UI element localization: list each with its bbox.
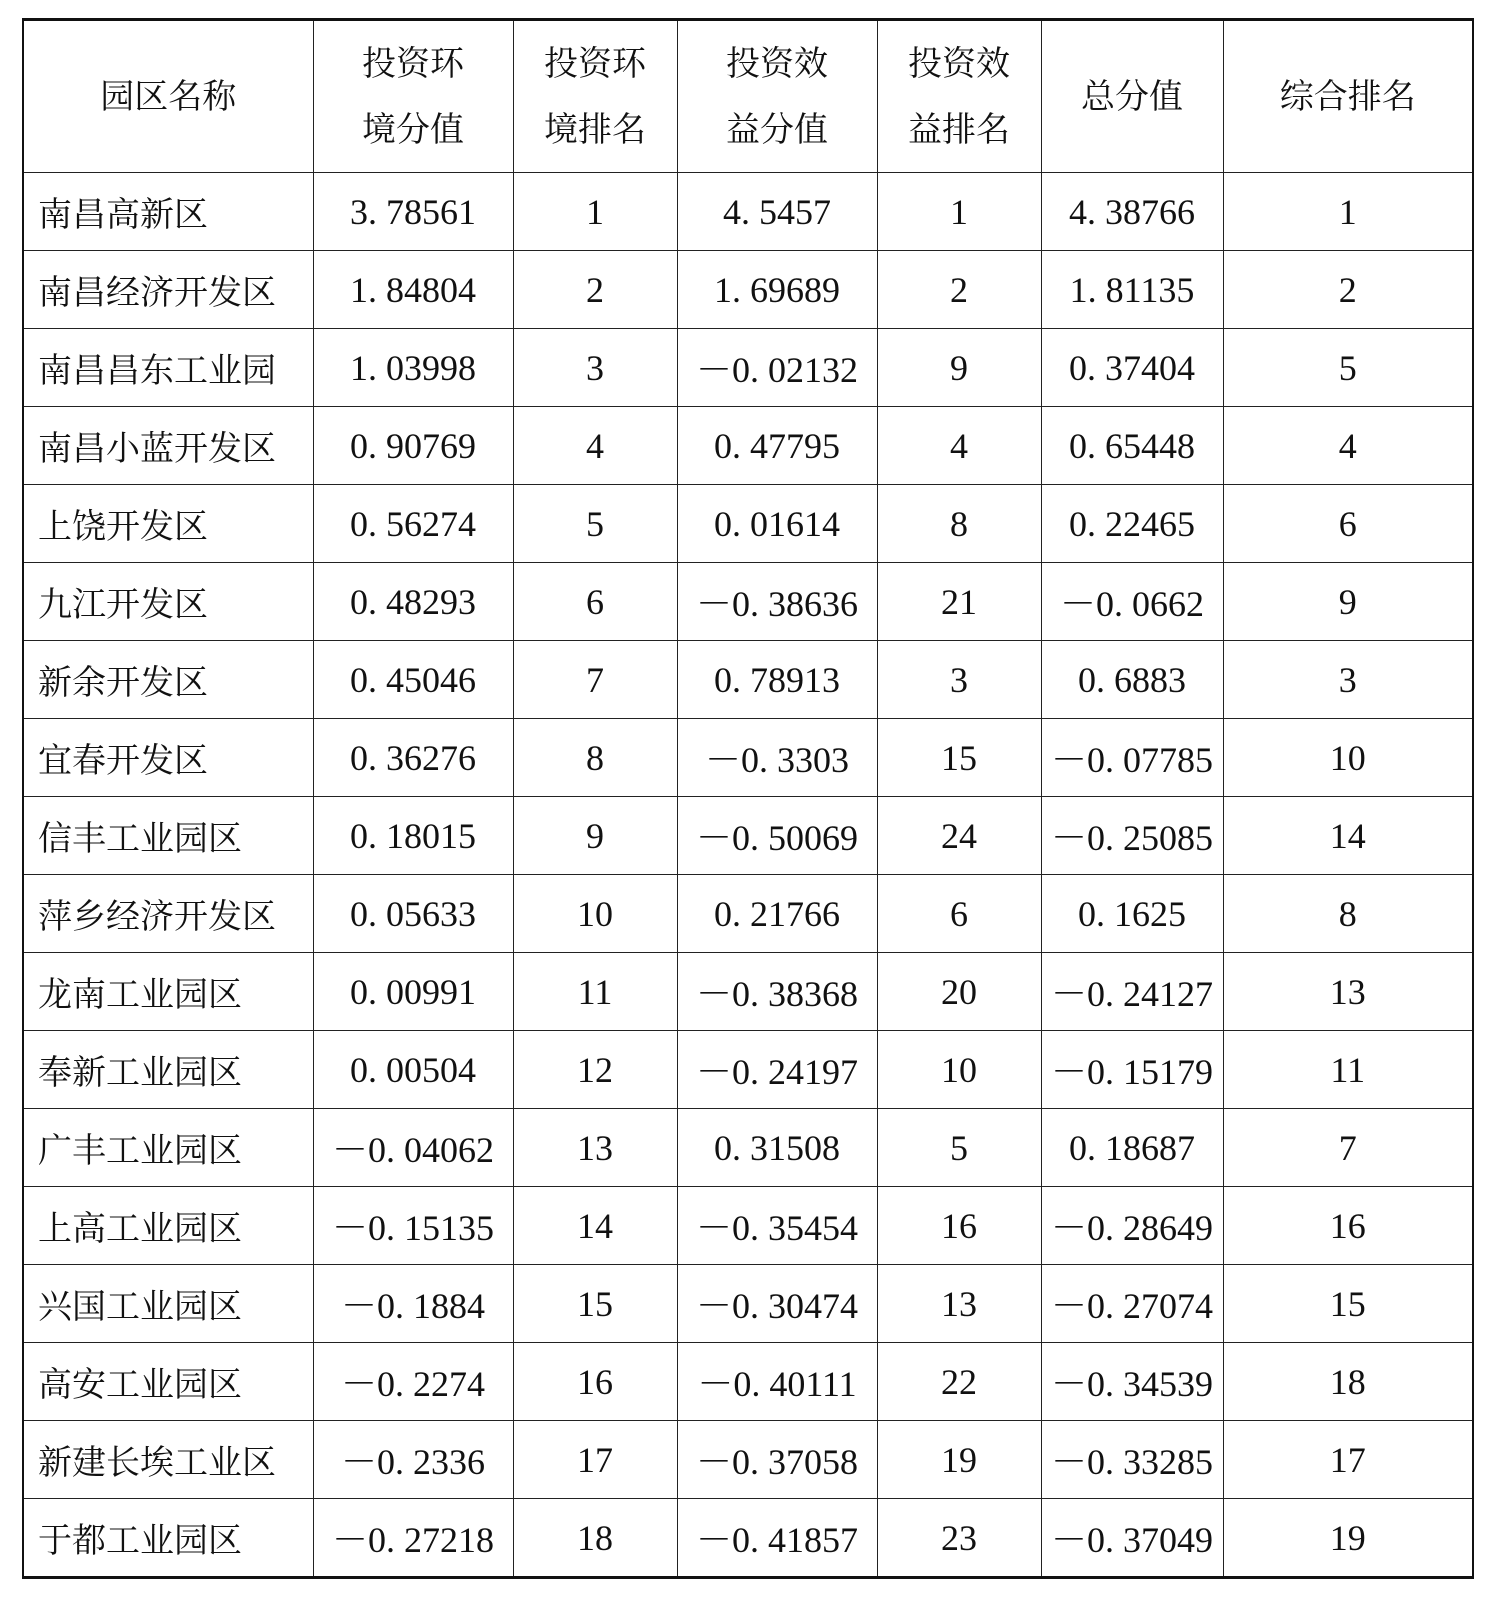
cell-benefit-score: －0. 38636 <box>677 563 877 641</box>
cell-overall-rank: 1 <box>1223 173 1473 251</box>
cell-park-name: 新建长埃工业区 <box>23 1421 313 1499</box>
cell-total-score: 0. 37404 <box>1041 329 1223 407</box>
header-text-line: 投资环 <box>544 43 646 84</box>
cell-benefit-rank: 3 <box>877 641 1041 719</box>
cell-benefit-rank: 16 <box>877 1187 1041 1265</box>
header-env-score <box>313 20 513 173</box>
cell-benefit-rank: 15 <box>877 719 1041 797</box>
table-row <box>23 329 1473 407</box>
cell-total-score: 1. 81135 <box>1041 251 1223 329</box>
ranking-table <box>22 18 1474 1579</box>
header-text-line: 益排名 <box>908 109 1010 150</box>
cell-env-score: 0. 18015 <box>313 797 513 875</box>
table-row <box>23 953 1473 1031</box>
cell-total-score: －0. 28649 <box>1041 1187 1223 1265</box>
cell-park-name: 上饶开发区 <box>23 485 313 563</box>
cell-total-score: 0. 65448 <box>1041 407 1223 485</box>
cell-benefit-score: －0. 24197 <box>677 1031 877 1109</box>
cell-env-score: 0. 00991 <box>313 953 513 1031</box>
cell-env-rank: 7 <box>513 641 677 719</box>
cell-total-score: －0. 24127 <box>1041 953 1223 1031</box>
cell-env-score: －0. 04062 <box>313 1109 513 1187</box>
table-row <box>23 485 1473 563</box>
cell-overall-rank: 7 <box>1223 1109 1473 1187</box>
header-text-line: 投资效 <box>726 43 828 84</box>
table-row <box>23 1499 1473 1578</box>
table-row <box>23 797 1473 875</box>
cell-env-score: 0. 45046 <box>313 641 513 719</box>
cell-total-score: －0. 33285 <box>1041 1421 1223 1499</box>
cell-overall-rank: 16 <box>1223 1187 1473 1265</box>
cell-env-rank: 13 <box>513 1109 677 1187</box>
cell-benefit-rank: 6 <box>877 875 1041 953</box>
table-row <box>23 1265 1473 1343</box>
cell-total-score: 0. 22465 <box>1041 485 1223 563</box>
cell-total-score: －0. 34539 <box>1041 1343 1223 1421</box>
cell-benefit-score: 0. 47795 <box>677 407 877 485</box>
cell-park-name: 南昌小蓝开发区 <box>23 407 313 485</box>
cell-overall-rank: 10 <box>1223 719 1473 797</box>
table-body <box>23 173 1473 1578</box>
cell-env-rank: 5 <box>513 485 677 563</box>
cell-env-rank: 12 <box>513 1031 677 1109</box>
cell-benefit-rank: 8 <box>877 485 1041 563</box>
cell-env-score: 0. 48293 <box>313 563 513 641</box>
cell-overall-rank: 9 <box>1223 563 1473 641</box>
header-benefit-score <box>677 20 877 173</box>
cell-benefit-rank: 5 <box>877 1109 1041 1187</box>
cell-env-rank: 3 <box>513 329 677 407</box>
cell-env-score: －0. 2274 <box>313 1343 513 1421</box>
cell-benefit-score: 1. 69689 <box>677 251 877 329</box>
cell-total-score: －0. 15179 <box>1041 1031 1223 1109</box>
header-text-line: 境排名 <box>544 109 646 150</box>
cell-park-name: 广丰工业园区 <box>23 1109 313 1187</box>
cell-park-name: 宜春开发区 <box>23 719 313 797</box>
header-text-line: 总分值 <box>1081 76 1183 117</box>
cell-total-score: －0. 07785 <box>1041 719 1223 797</box>
cell-env-rank: 9 <box>513 797 677 875</box>
header-total-score <box>1041 20 1223 173</box>
cell-benefit-score: －0. 02132 <box>677 329 877 407</box>
cell-env-score: 0. 36276 <box>313 719 513 797</box>
cell-benefit-rank: 9 <box>877 329 1041 407</box>
cell-overall-rank: 11 <box>1223 1031 1473 1109</box>
cell-total-score: －0. 25085 <box>1041 797 1223 875</box>
cell-overall-rank: 6 <box>1223 485 1473 563</box>
cell-overall-rank: 2 <box>1223 251 1473 329</box>
cell-overall-rank: 5 <box>1223 329 1473 407</box>
cell-benefit-score: 0. 01614 <box>677 485 877 563</box>
cell-env-score: 0. 90769 <box>313 407 513 485</box>
cell-overall-rank: 14 <box>1223 797 1473 875</box>
cell-benefit-score: －0. 37058 <box>677 1421 877 1499</box>
cell-env-rank: 8 <box>513 719 677 797</box>
header-overall-rank <box>1223 20 1473 173</box>
cell-overall-rank: 19 <box>1223 1499 1473 1578</box>
header-env-rank <box>513 20 677 173</box>
cell-benefit-score: －0. 50069 <box>677 797 877 875</box>
cell-total-score: －0. 0662 <box>1041 563 1223 641</box>
cell-total-score: 0. 18687 <box>1041 1109 1223 1187</box>
cell-total-score: －0. 27074 <box>1041 1265 1223 1343</box>
cell-benefit-rank: 4 <box>877 407 1041 485</box>
cell-env-score: －0. 15135 <box>313 1187 513 1265</box>
cell-benefit-score: －0. 38368 <box>677 953 877 1031</box>
table-row <box>23 875 1473 953</box>
cell-env-score: 0. 56274 <box>313 485 513 563</box>
cell-benefit-rank: 20 <box>877 953 1041 1031</box>
header-text-line: 投资环 <box>362 43 464 84</box>
cell-env-score: 0. 05633 <box>313 875 513 953</box>
cell-overall-rank: 15 <box>1223 1265 1473 1343</box>
cell-env-score: －0. 27218 <box>313 1499 513 1578</box>
cell-total-score: 4. 38766 <box>1041 173 1223 251</box>
cell-park-name: 九江开发区 <box>23 563 313 641</box>
cell-env-score: 0. 00504 <box>313 1031 513 1109</box>
cell-park-name: 高安工业园区 <box>23 1343 313 1421</box>
cell-env-score: 1. 03998 <box>313 329 513 407</box>
cell-park-name: 奉新工业园区 <box>23 1031 313 1109</box>
table-row <box>23 641 1473 719</box>
cell-env-score: 1. 84804 <box>313 251 513 329</box>
cell-park-name: 南昌高新区 <box>23 173 313 251</box>
cell-env-score: －0. 1884 <box>313 1265 513 1343</box>
table-row <box>23 407 1473 485</box>
cell-park-name: 南昌昌东工业园 <box>23 329 313 407</box>
header-text-line: 园区名称 <box>100 76 237 117</box>
cell-env-score: 3. 78561 <box>313 173 513 251</box>
cell-park-name: 于都工业园区 <box>23 1499 313 1578</box>
header-benefit-rank <box>877 20 1041 173</box>
cell-overall-rank: 13 <box>1223 953 1473 1031</box>
cell-overall-rank: 3 <box>1223 641 1473 719</box>
cell-benefit-score: －0. 3303 <box>677 719 877 797</box>
cell-benefit-score: 0. 31508 <box>677 1109 877 1187</box>
cell-benefit-score: －0. 35454 <box>677 1187 877 1265</box>
cell-benefit-rank: 1 <box>877 173 1041 251</box>
header-text-line: 综合排名 <box>1279 76 1416 117</box>
cell-env-rank: 10 <box>513 875 677 953</box>
cell-benefit-rank: 2 <box>877 251 1041 329</box>
cell-env-rank: 1 <box>513 173 677 251</box>
cell-park-name: 信丰工业园区 <box>23 797 313 875</box>
cell-env-rank: 16 <box>513 1343 677 1421</box>
cell-env-score: －0. 2336 <box>313 1421 513 1499</box>
cell-benefit-score: －0. 41857 <box>677 1499 877 1578</box>
table-row <box>23 1031 1473 1109</box>
cell-env-rank: 4 <box>513 407 677 485</box>
cell-total-score: 0. 6883 <box>1041 641 1223 719</box>
cell-park-name: 龙南工业园区 <box>23 953 313 1031</box>
cell-benefit-rank: 13 <box>877 1265 1041 1343</box>
table-row <box>23 1421 1473 1499</box>
table-row <box>23 1343 1473 1421</box>
cell-env-rank: 18 <box>513 1499 677 1578</box>
cell-park-name: 兴国工业园区 <box>23 1265 313 1343</box>
cell-park-name: 新余开发区 <box>23 641 313 719</box>
cell-benefit-rank: 24 <box>877 797 1041 875</box>
table-row <box>23 563 1473 641</box>
cell-total-score: －0. 37049 <box>1041 1499 1223 1578</box>
cell-benefit-score: 0. 21766 <box>677 875 877 953</box>
cell-benefit-score: －0. 40111 <box>677 1343 877 1421</box>
cell-benefit-score: 0. 78913 <box>677 641 877 719</box>
header-text-line: 境分值 <box>362 109 464 150</box>
table-row <box>23 719 1473 797</box>
cell-env-rank: 6 <box>513 563 677 641</box>
cell-benefit-rank: 10 <box>877 1031 1041 1109</box>
cell-env-rank: 11 <box>513 953 677 1031</box>
table-row <box>23 1109 1473 1187</box>
cell-park-name: 南昌经济开发区 <box>23 251 313 329</box>
cell-env-rank: 14 <box>513 1187 677 1265</box>
header-text-line: 投资效 <box>908 43 1010 84</box>
cell-benefit-rank: 21 <box>877 563 1041 641</box>
cell-benefit-rank: 22 <box>877 1343 1041 1421</box>
cell-benefit-score: －0. 30474 <box>677 1265 877 1343</box>
header-text-line: 益分值 <box>726 109 828 150</box>
cell-benefit-rank: 19 <box>877 1421 1041 1499</box>
table-row <box>23 173 1473 251</box>
cell-benefit-score: 4. 5457 <box>677 173 877 251</box>
cell-env-rank: 15 <box>513 1265 677 1343</box>
header-park-name <box>23 20 313 173</box>
cell-overall-rank: 4 <box>1223 407 1473 485</box>
table-header-row <box>23 20 1473 173</box>
cell-park-name: 上高工业园区 <box>23 1187 313 1265</box>
cell-total-score: 0. 1625 <box>1041 875 1223 953</box>
cell-env-rank: 17 <box>513 1421 677 1499</box>
cell-overall-rank: 8 <box>1223 875 1473 953</box>
table-row <box>23 1187 1473 1265</box>
cell-env-rank: 2 <box>513 251 677 329</box>
table-row <box>23 251 1473 329</box>
cell-overall-rank: 17 <box>1223 1421 1473 1499</box>
cell-overall-rank: 18 <box>1223 1343 1473 1421</box>
cell-park-name: 萍乡经济开发区 <box>23 875 313 953</box>
cell-benefit-rank: 23 <box>877 1499 1041 1578</box>
